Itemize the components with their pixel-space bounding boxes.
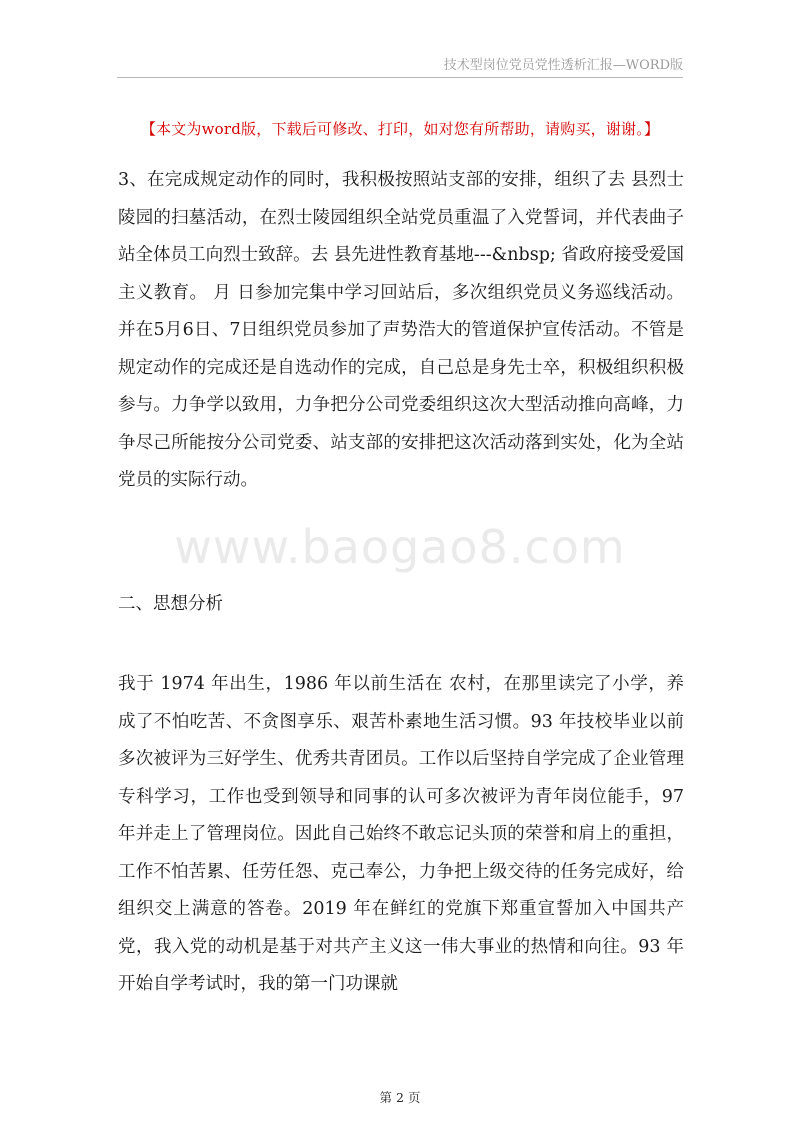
paragraph-activities: 3、在完成规定动作的同时，我积极按照站支部的安排，组织了去 县烈士陵园的扫墓活动，在烈士陵园组织全站党员重温了入党誓词，并代表曲子站全体员工向烈士致辞。去 县先进性教育基地---&nbsp; 省政府接受爱国主义教育。 月 日参加完集中学习回站后，多次组织党员义务巡线活动。并在5月6日、7日组织党员参加了声势浩大的管道保护宣传活动。不管是规定动作的完成还是自选动作的完成，自己总是身先士卒，积极组织积极参与。力争学以致用，力争把分公司党委组织这次大型活动推向高峰，力争尽己所能按分公司党委、站支部的安排把这次活动落到实处，化为全站党员的实际行动。 bbox=[118, 170, 684, 490]
watermark-text: www.baogao8.com bbox=[174, 520, 626, 574]
paragraph-background: 我于 1974 年出生，1986 年以前生活在 农村，在那里读完了小学，养成了不怕吃苦、不贪图享乐、艰苦朴素地生活习惯。93 年技校毕业以前多次被评为三好学生、优秀共青团员。工作以后坚持自学完成了企业管理专科学习，工作也受到领导和同事的认可多次被评为青年岗位能手，97 年并走上了管理岗位。因此自己始终不敢忘记头顶的荣誉和肩上的重担，工作不怕苦累、任劳任怨、克己奉公，力争把上级交待的任务完成好，给组织交上满意的答卷。2019 年在鲜红的党旗下郑重宣誓加入中国共产党，我入党的动机是基于对共产主义这一伟大事业的热情和向往。93 年开始自学考试时，我的第一门功课就 bbox=[118, 674, 684, 994]
download-notice: 【本文为word版，下载后可修改、打印，如对您有所帮助，请购买，谢谢。】 bbox=[140, 120, 660, 138]
page-number: 第 2 页 bbox=[379, 1090, 421, 1105]
document-header-title: 技术型岗位党员党性透析汇报—WORD版 bbox=[443, 58, 683, 73]
header-divider bbox=[117, 77, 683, 78]
section-heading-thought-analysis: 二、思想分析 bbox=[118, 594, 223, 614]
